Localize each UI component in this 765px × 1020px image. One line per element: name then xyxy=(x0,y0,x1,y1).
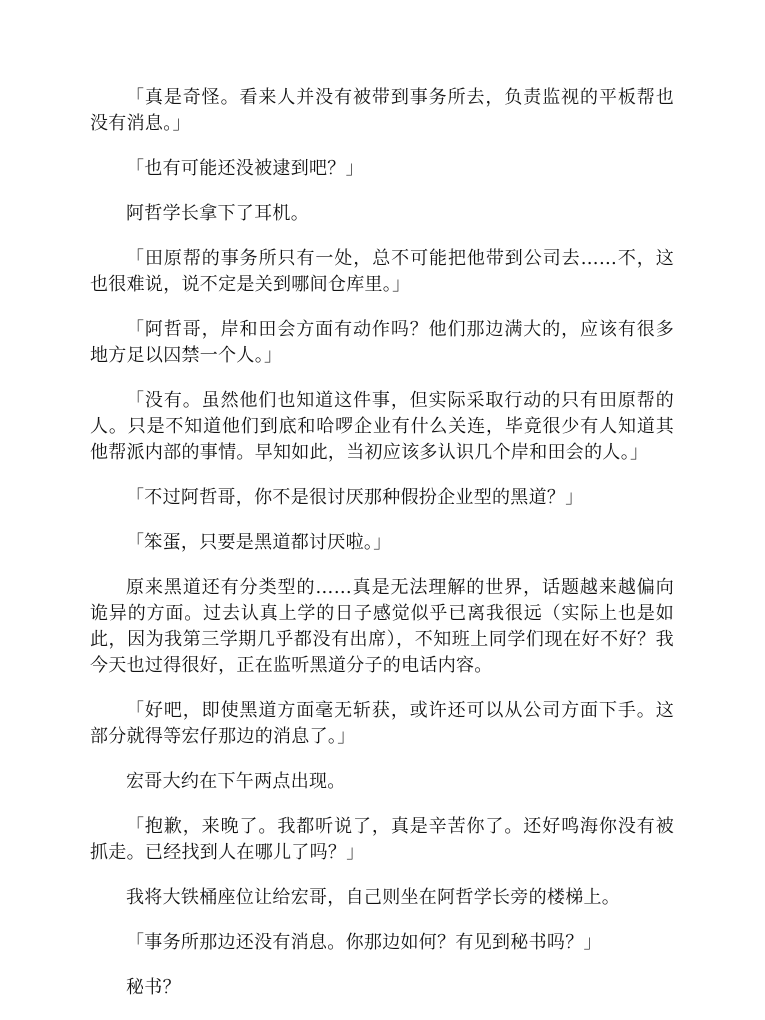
paragraph: 「好吧，即使黑道方面毫无斩获，或许还可以从公司方面下手。这部分就得等宏仔那边的消息了。」 xyxy=(90,700,674,747)
paragraph: 「笨蛋，只要是黑道都讨厌啦。」 xyxy=(126,532,392,553)
paragraph: 「田原帮的事务所只有一处，总不可能把他带到公司去……不，这也很难说，说不定是关到哪间仓库里。」 xyxy=(90,248,674,295)
paragraph: 「事务所那边还没有消息。你那边如何？有见到秘书吗？」 xyxy=(126,932,602,953)
paragraph: 「阿哲哥，岸和田会方面有动作吗？他们那边满大的，应该有很多地方足以囚禁一个人。」 xyxy=(90,319,674,366)
document-page xyxy=(90,85,674,1020)
paragraph: 原来黑道还有分类型的……真是无法理解的世界，话题越来越偏向诡异的方面。过去认真上学的日子感觉似乎已离我很远（实际上也是如此，因为我第三学期几乎都没有出席），不知班上同学们现在好不好？我今天也过得很好，正在监听黑道分子的电话内容。 xyxy=(90,577,674,676)
paragraph: 「没有。虽然他们也知道这件事，但实际采取行动的只有田原帮的人。只是不知道他们到底和哈啰企业有什么关连，毕竟很少有人知道其他帮派内部的事情。早知如此，当初应该多认识几个岸和田会的人。」 xyxy=(90,390,674,463)
paragraph: 我将大铁桶座位让给宏哥，自己则坐在阿哲学长旁的楼梯上。 xyxy=(126,887,621,908)
paragraph: 「抱歉，来晚了。我都听说了，真是辛苦你了。还好鸣海你没有被抓走。已经找到人在哪儿了吗？」 xyxy=(90,816,674,863)
paragraph: 「也有可能还没被逮到吧？」 xyxy=(126,158,364,179)
paragraph: 宏哥大约在下午两点出现。 xyxy=(126,771,346,792)
paragraph: 秘书？ xyxy=(126,977,181,998)
paragraph: 「真是奇怪。看来人并没有被带到事务所去，负责监视的平板帮也没有消息。」 xyxy=(90,87,674,134)
paragraph: 阿哲学长拿下了耳机。 xyxy=(126,203,309,224)
paragraph: 「不过阿哲哥，你不是很讨厌那种假扮企业型的黑道？」 xyxy=(126,487,584,508)
